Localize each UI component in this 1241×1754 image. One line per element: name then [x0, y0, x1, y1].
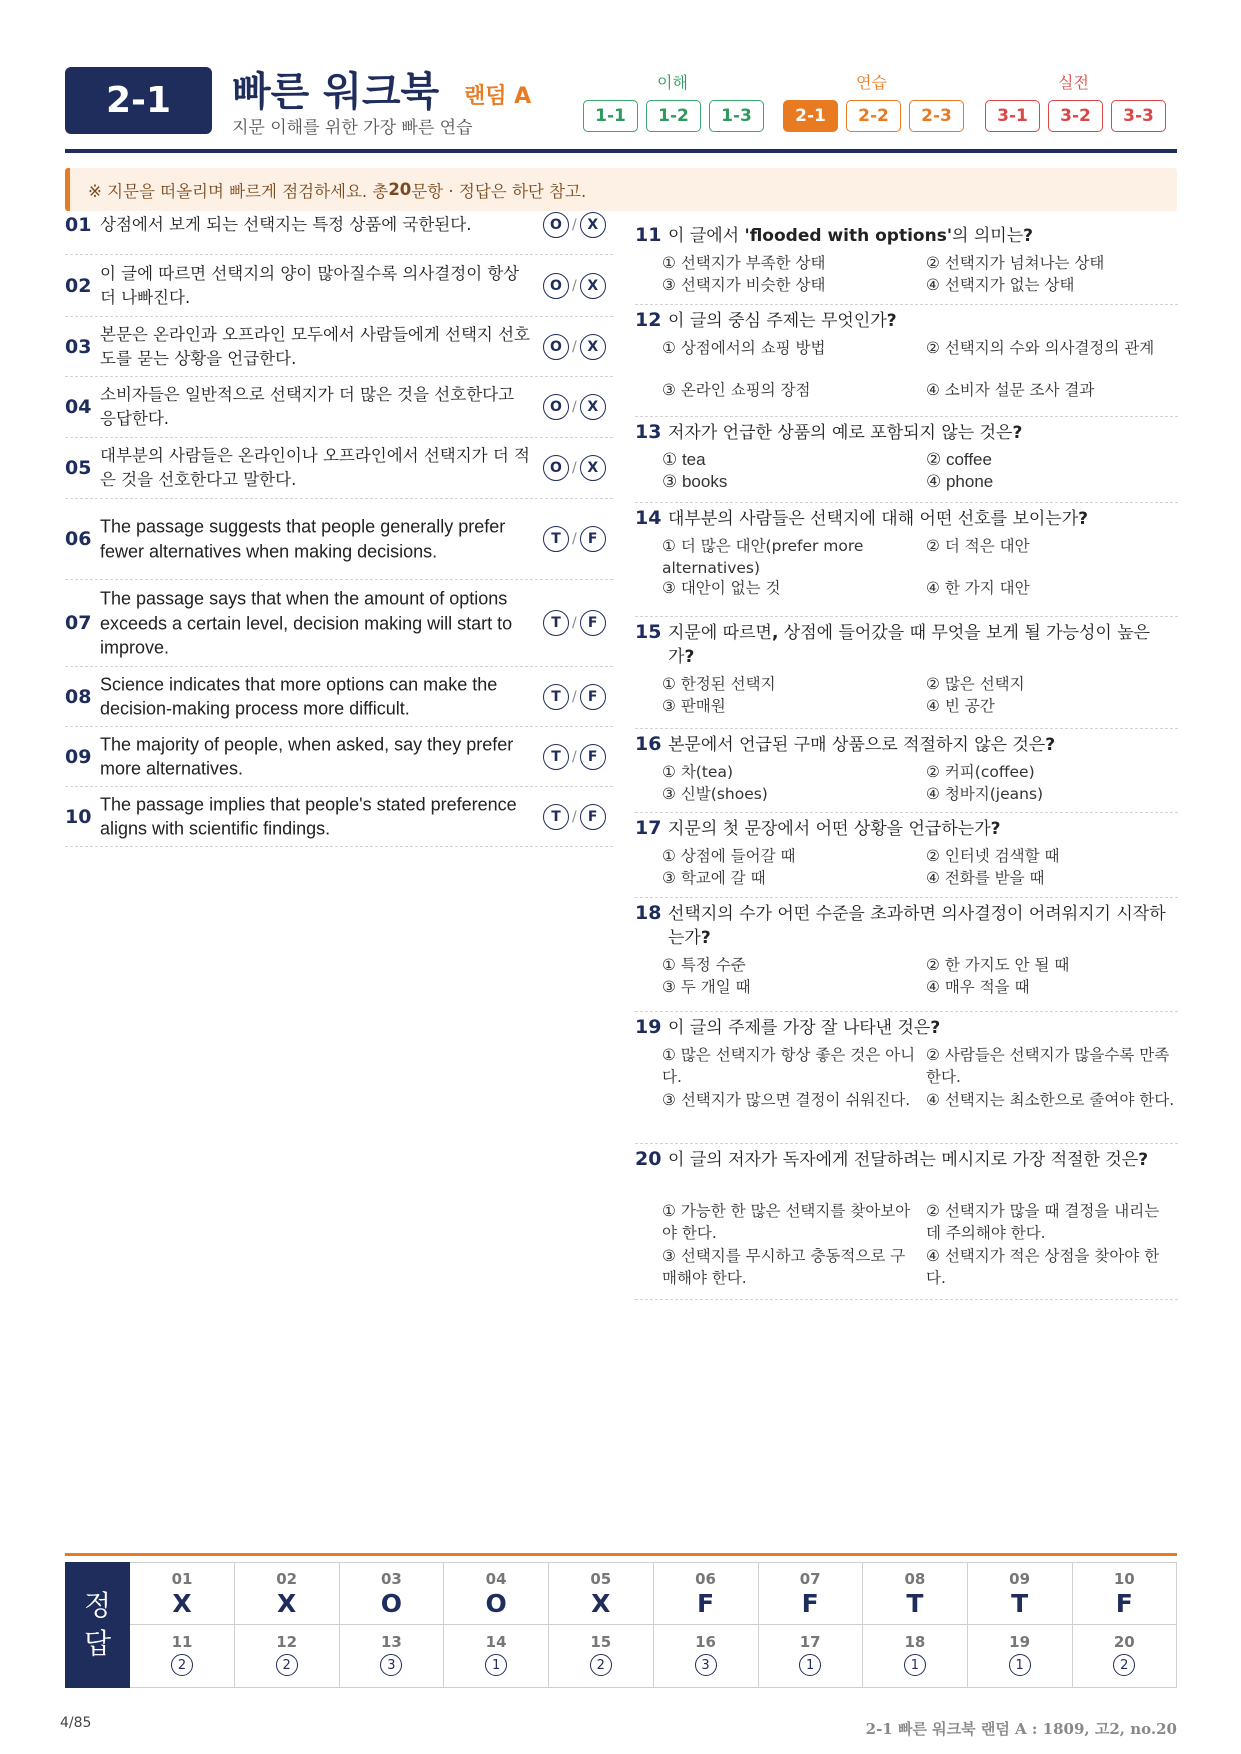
statement-number: 03 — [65, 335, 92, 358]
choice-f-circle[interactable]: F — [580, 610, 606, 636]
answer-value: X — [591, 1589, 611, 1618]
level-chip-1-1[interactable]: 1-1 — [583, 100, 638, 132]
answer-cell — [549, 1562, 654, 1625]
statement-row — [65, 255, 613, 317]
choice-o-circle[interactable]: O — [543, 334, 569, 360]
option-1[interactable]: ① 한정된 선택지 — [662, 675, 776, 693]
statement-row — [65, 377, 613, 438]
choice-t-circle[interactable]: T — [543, 526, 569, 552]
option-4[interactable]: ④ 선택지가 없는 상태 — [926, 276, 1075, 294]
question-mark: ? — [930, 1018, 941, 1038]
answer-item-number: 12 — [276, 1633, 298, 1651]
option-1[interactable]: ① 많은 선택지가 항상 좋은 것은 아니다. — [662, 1046, 916, 1086]
answer-item-number: 16 — [695, 1633, 716, 1651]
answer-choice-circle: 3 — [695, 1654, 717, 1676]
option-1[interactable]: ① 상점에 들어갈 때 — [662, 847, 796, 865]
answer-item-number: 20 — [1113, 1633, 1135, 1651]
option-4[interactable]: ④ 한 가지 대안 — [926, 579, 1030, 597]
question-number: 13 — [635, 421, 662, 443]
option-3[interactable]: ③ 두 개일 때 — [662, 978, 751, 996]
level-chip-2-3[interactable]: 2-3 — [909, 100, 964, 132]
statement-row — [65, 317, 613, 377]
option-4[interactable]: ④ 전화를 받을 때 — [926, 869, 1045, 887]
statement-number: 07 — [65, 612, 92, 634]
statement-text: Science indicates that more options can make the decision-making process more difficult. — [100, 674, 498, 719]
option-1[interactable]: ① 특정 수준 — [662, 956, 746, 974]
choice-t-circle[interactable]: T — [543, 610, 569, 636]
answer-cell — [1072, 1625, 1177, 1688]
statement-text: The majority of people, when asked, say they prefer more alternatives. — [100, 734, 514, 779]
statement-row — [65, 196, 613, 255]
option-4[interactable]: ④ 청바지(jeans) — [926, 785, 1044, 803]
answer-value: F — [696, 1589, 715, 1618]
answer-item-number: 17 — [799, 1633, 821, 1651]
question-number: 20 — [635, 1148, 662, 1170]
choice-o-circle[interactable]: O — [543, 212, 569, 238]
option-1[interactable]: ① 상점에서의 쇼핑 방법 — [662, 339, 826, 357]
option-4[interactable]: ④ phone — [926, 472, 994, 491]
answer-item-number: 19 — [1009, 1633, 1031, 1651]
answer-cell — [968, 1625, 1073, 1688]
option-1[interactable]: ① tea — [662, 450, 706, 469]
question-stem — [635, 421, 1175, 445]
group-label-practice: 연습 — [856, 73, 887, 92]
option-2[interactable]: ② coffee — [926, 450, 992, 469]
answer-cell — [235, 1562, 340, 1625]
question-block — [635, 813, 1178, 898]
choice-x-circle[interactable]: X — [580, 394, 606, 420]
statement-text: 상점에서 보게 되는 선택지는 특정 상품에 국한된다. — [100, 215, 472, 234]
question-text: 이 글의 중심 주제는 무엇인가 — [668, 311, 887, 331]
option-3[interactable]: ③ 신발(shoes) — [662, 785, 768, 803]
answer-item-number: 08 — [904, 1570, 926, 1588]
level-chip-2-2[interactable]: 2-2 — [846, 100, 901, 132]
answer-cell — [758, 1562, 863, 1625]
option-1[interactable]: ① 차(tea) — [662, 763, 734, 781]
answer-item-number: 06 — [695, 1570, 716, 1588]
answer-value: O — [380, 1589, 403, 1618]
choice-f-circle[interactable]: F — [580, 684, 606, 710]
question-mark: ? — [700, 928, 711, 948]
answer-cell — [758, 1625, 863, 1688]
option-1[interactable]: ① 더 많은 대안(prefer more alternatives) — [662, 537, 864, 577]
answer-choice-circle: 2 — [590, 1654, 612, 1676]
question-number: 18 — [635, 902, 662, 924]
choice-t-circle[interactable]: T — [543, 684, 569, 710]
answer-item-number: 03 — [380, 1570, 402, 1588]
slash-separator: / — [572, 688, 577, 705]
answer-label-bottom: 답 — [83, 1627, 112, 1660]
option-2[interactable]: ② 선택지가 많을 때 결정을 내리는 데 주의해야 한다. — [926, 1202, 1160, 1242]
answer-choice-marks — [543, 394, 606, 420]
option-1[interactable]: ① 선택지가 부족한 상태 — [662, 254, 826, 272]
option-3[interactable]: ③ 온라인 쇼핑의 장점 — [662, 381, 811, 399]
level-chip-3-1[interactable]: 3-1 — [985, 100, 1040, 132]
page-number: 4/85 — [60, 1715, 92, 1731]
answer-item-number: 13 — [380, 1633, 402, 1651]
answer-cell — [549, 1625, 654, 1688]
question-stem — [635, 733, 1175, 757]
question-block — [635, 503, 1178, 617]
question-text: 본문에서 언급된 구매 상품으로 적절하지 않은 것은 — [668, 735, 1046, 755]
question-text: 이 글의 저자가 독자에게 전달하려는 메시지로 가장 적절한 것은 — [668, 1150, 1139, 1170]
answer-value: T — [1011, 1589, 1029, 1618]
option-4[interactable]: ④ 매우 적을 때 — [926, 978, 1030, 996]
slash-separator: / — [572, 460, 577, 476]
answer-choice-marks — [543, 744, 606, 770]
header-divider — [65, 149, 1177, 153]
option-2[interactable]: ② 더 적은 대안 — [926, 537, 1030, 555]
statement-number: 01 — [65, 214, 92, 236]
slash-separator: / — [572, 217, 577, 233]
question-block — [635, 220, 1178, 305]
option-2[interactable]: ② 커피(coffee) — [926, 763, 1035, 781]
option-3[interactable]: ③ 대안이 없는 것 — [662, 579, 781, 597]
statement-text: 이 글에 따르면 선택지의 양이 많아질수록 의사결정이 항상 더 나빠진다. — [100, 263, 520, 307]
question-block — [635, 617, 1178, 729]
question-stem — [635, 621, 1175, 669]
question-stem — [635, 224, 1175, 248]
choice-o-circle[interactable]: O — [543, 455, 569, 481]
question-number: 12 — [635, 309, 662, 331]
option-3[interactable]: ③ books — [662, 472, 728, 491]
question-stem — [635, 507, 1175, 531]
answer-choice-circle: 2 — [1113, 1654, 1135, 1676]
answer-choice-marks — [543, 455, 606, 481]
answer-item-number: 01 — [171, 1570, 193, 1588]
answer-value: O — [485, 1589, 507, 1618]
question-mark: ? — [886, 311, 897, 331]
page-title: 빠른 워크북 — [232, 69, 440, 115]
statement-text: The passage implies that people's stated preference aligns with scientific findings. — [100, 794, 517, 839]
statement-number: 10 — [65, 805, 92, 828]
question-text-rest: 상점에 들어갔을 때 무엇을 보게 될 가능성이 높은가 — [668, 623, 1151, 667]
question-mark: ? — [1023, 226, 1034, 246]
statement-row — [65, 667, 613, 727]
answer-cell — [444, 1562, 549, 1625]
answer-cell — [968, 1562, 1073, 1625]
option-2[interactable]: ② 선택지가 넘쳐나는 상태 — [926, 254, 1105, 272]
statement-number: 05 — [65, 457, 92, 479]
answer-cell — [444, 1625, 549, 1688]
answer-item-number: 15 — [590, 1633, 612, 1651]
answer-label-top: 정 — [83, 1589, 112, 1622]
question-text: 지문의 첫 문장에서 어떤 상황을 언급하는가 — [668, 819, 991, 839]
statement-text: The passage says that when the amount of options exceeds a certain level, decision making will start to improve. — [100, 588, 513, 658]
statement-number: 06 — [65, 528, 92, 550]
answer-cell — [863, 1562, 968, 1625]
choice-f-circle[interactable]: F — [580, 744, 606, 770]
question-stem — [635, 817, 1175, 841]
question-text: 이 글의 주제를 가장 잘 나타낸 것은 — [668, 1018, 931, 1038]
option-4[interactable]: ④ 선택지는 최소한으로 줄여야 한다. — [926, 1091, 1175, 1109]
statement-text: 본문은 온라인과 오프라인 모두에서 사람들에게 선택지 선호도를 묻는 상황을 언급한다. — [100, 324, 530, 368]
answer-cell — [1072, 1562, 1177, 1625]
level-chip-1-2[interactable]: 1-2 — [646, 100, 701, 132]
answer-cell — [339, 1562, 444, 1625]
answer-item-number: 14 — [485, 1633, 507, 1651]
question-block — [635, 1144, 1178, 1300]
option-2[interactable]: ② 많은 선택지 — [926, 675, 1025, 693]
answer-choice-circle: 1 — [799, 1654, 821, 1676]
question-number: 17 — [635, 817, 662, 839]
option-3[interactable]: ③ 판매원 — [662, 697, 726, 715]
question-number: 11 — [635, 224, 662, 246]
choice-o-circle[interactable]: O — [543, 394, 569, 420]
slash-separator: / — [572, 748, 577, 765]
answer-choice-marks — [543, 684, 606, 710]
question-block — [635, 417, 1178, 503]
answer-divider — [65, 1553, 1177, 1556]
variant-label: 랜덤 A — [464, 84, 532, 109]
question-mark: ? — [1012, 423, 1023, 443]
question-number: 15 — [635, 621, 662, 643]
question-number: 14 — [635, 507, 662, 529]
question-stem — [635, 902, 1175, 950]
option-2[interactable]: ② 선택지의 수와 의사결정의 관계 — [926, 339, 1155, 357]
answer-choice-circle: 2 — [171, 1654, 193, 1676]
option-1[interactable]: ① 가능한 한 많은 선택지를 찾아보아야 한다. — [662, 1202, 911, 1242]
option-4[interactable]: ④ 소비자 설문 조사 결과 — [926, 381, 1095, 399]
question-block — [635, 1012, 1178, 1144]
statement-row — [65, 499, 613, 580]
group-label-real: 실전 — [1058, 73, 1089, 92]
level-chip-2-1[interactable]: 2-1 — [783, 100, 838, 132]
answer-choice-circle: 1 — [904, 1654, 926, 1676]
question-stem — [635, 309, 1175, 333]
question-emphasis: , — [771, 623, 779, 643]
option-2[interactable]: ② 사람들은 선택지가 많을수록 만족한다. — [926, 1046, 1170, 1086]
answer-item-number: 05 — [590, 1570, 612, 1588]
choice-o-circle[interactable]: O — [543, 273, 569, 299]
level-chip-3-3[interactable]: 3-3 — [1111, 100, 1166, 132]
question-number: 19 — [635, 1016, 662, 1038]
answer-value: X — [277, 1589, 297, 1618]
option-3[interactable]: ③ 선택지를 무시하고 충동적으로 구매해야 한다. — [662, 1247, 906, 1287]
choice-f-circle[interactable]: F — [580, 526, 606, 552]
question-stem — [635, 1148, 1175, 1172]
question-text: 대부분의 사람들은 선택지에 대해 어떤 선호를 보이는가 — [668, 509, 1079, 529]
option-3[interactable]: ③ 학교에 갈 때 — [662, 869, 766, 887]
choice-x-circle[interactable]: X — [580, 212, 606, 238]
notice-post: 문항 · 정답은 하단 참고. — [411, 181, 587, 201]
question-block — [635, 729, 1178, 813]
answer-item-number: 04 — [485, 1570, 507, 1588]
choice-t-circle[interactable]: T — [543, 744, 569, 770]
slash-separator: / — [572, 615, 577, 631]
answer-item-number: 09 — [1009, 1570, 1031, 1588]
question-block — [635, 305, 1178, 417]
answer-choice-marks — [543, 212, 606, 238]
slash-separator: / — [572, 531, 577, 547]
slash-separator: / — [572, 338, 577, 355]
question-mark: ? — [1045, 735, 1056, 755]
notice-pre: ※ 지문을 떠올리며 빠르게 점검하세요. 총 — [88, 181, 389, 201]
question-mark: ? — [990, 819, 1001, 839]
answer-cell — [654, 1625, 759, 1688]
question-number: 16 — [635, 733, 662, 755]
slash-separator: / — [572, 277, 577, 294]
statement-row — [65, 787, 613, 847]
answer-cell — [235, 1625, 340, 1688]
choice-x-circle[interactable]: X — [580, 455, 606, 481]
source-footer: 2-1 빠른 워크북 랜덤 A : 1809, 고2, no.20 — [865, 1720, 1177, 1738]
choice-t-circle[interactable]: T — [543, 804, 569, 830]
option-3[interactable]: ③ 선택지가 비슷한 상태 — [662, 276, 826, 294]
answer-value: F — [1115, 1589, 1133, 1618]
answer-cell — [339, 1625, 444, 1688]
statement-number: 09 — [65, 745, 92, 768]
option-4[interactable]: ④ 선택지가 적은 상점을 찾아야 한다. — [926, 1247, 1160, 1287]
question-text: 저자가 언급한 상품의 예로 포함되지 않는 것은 — [668, 423, 1013, 443]
answer-cell — [863, 1625, 968, 1688]
statement-text: 대부분의 사람들은 온라인이나 오프라인에서 선택지가 더 적은 것을 선호한다고 말한다. — [100, 446, 530, 489]
option-2[interactable]: ② 인터넷 검색할 때 — [926, 847, 1060, 865]
question-stem — [635, 1016, 1175, 1040]
answer-choice-circle: 1 — [485, 1654, 507, 1676]
statement-text: The passage suggests that people generally prefer fewer alternatives when making decisions. — [100, 516, 506, 561]
statement-number: 04 — [65, 396, 92, 418]
answer-item-number: 11 — [171, 1633, 193, 1651]
question-emphasis: 'flooded with options' — [744, 226, 953, 246]
question-text: 지문에 따르면 — [668, 623, 772, 643]
slash-separator: / — [572, 808, 577, 825]
question-text-rest: 의 의미는 — [952, 226, 1024, 246]
answer-choice-marks — [543, 610, 606, 636]
answer-cell — [654, 1562, 759, 1625]
answer-cell — [130, 1562, 235, 1625]
statement-number: 08 — [65, 685, 92, 708]
question-mark: ? — [684, 647, 695, 667]
statement-row — [65, 727, 613, 787]
answer-choice-circle: 3 — [380, 1654, 402, 1676]
answer-item-number: 02 — [276, 1570, 298, 1588]
question-text: 이 글에서 — [668, 226, 745, 246]
answer-choice-marks — [543, 804, 606, 830]
statement-row — [65, 438, 613, 499]
group-label-understanding: 이해 — [657, 73, 688, 92]
question-mark: ? — [1138, 1150, 1149, 1170]
option-2[interactable]: ② 한 가지도 안 될 때 — [926, 956, 1070, 974]
answer-item-number: 10 — [1113, 1570, 1135, 1588]
unit-badge: 2-1 — [65, 67, 212, 134]
answer-choice-marks — [543, 526, 606, 552]
level-chip-3-2[interactable]: 3-2 — [1048, 100, 1103, 132]
question-text: 선택지의 수가 어떤 수준을 초과하면 의사결정이 어려워지기 시작하는가 — [668, 904, 1166, 948]
statement-number: 02 — [65, 274, 92, 297]
slash-separator: / — [572, 399, 577, 415]
answer-choice-marks — [543, 334, 606, 360]
answer-cell — [130, 1625, 235, 1688]
choice-x-circle[interactable]: X — [580, 273, 606, 299]
answer-choice-marks — [543, 273, 606, 299]
level-chip-1-3[interactable]: 1-3 — [709, 100, 764, 132]
answer-item-number: 18 — [904, 1633, 926, 1651]
question-block — [635, 898, 1178, 1012]
page-subtitle: 지문 이해를 위한 가장 빠른 연습 — [232, 118, 473, 138]
statement-row — [65, 580, 613, 667]
option-4[interactable]: ④ 빈 공간 — [926, 697, 995, 715]
answer-item-number: 07 — [799, 1570, 821, 1588]
answer-value: T — [906, 1589, 924, 1618]
answer-value: X — [172, 1589, 192, 1618]
option-3[interactable]: ③ 선택지가 많으면 결정이 쉬워진다. — [662, 1091, 911, 1109]
answer-value: F — [801, 1589, 819, 1618]
choice-x-circle[interactable]: X — [580, 334, 606, 360]
question-mark: ? — [1078, 509, 1089, 529]
answer-key-label — [65, 1562, 130, 1688]
notice-count: 20 — [388, 180, 412, 199]
answer-choice-circle: 2 — [276, 1654, 298, 1676]
statement-text: 소비자들은 일반적으로 선택지가 더 많은 것을 선호한다고 응답한다. — [100, 385, 515, 428]
answer-choice-circle: 1 — [1009, 1654, 1031, 1676]
choice-f-circle[interactable]: F — [580, 804, 606, 830]
